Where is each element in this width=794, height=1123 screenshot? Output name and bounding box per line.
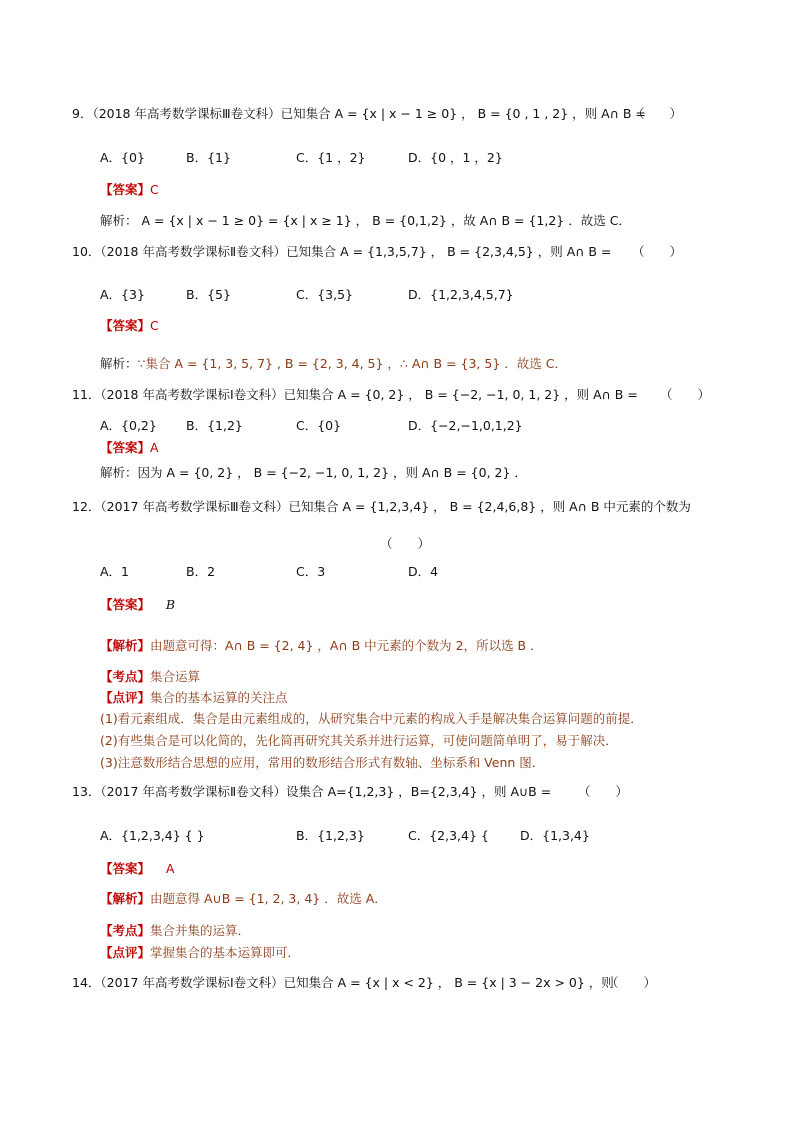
q9-option-c: C．{1 ，2} bbox=[296, 150, 366, 165]
answer-value: A bbox=[165, 861, 175, 876]
q12-option-a: A．1 bbox=[100, 564, 130, 579]
q14-stem: 14．（2017 年高考数学课标Ⅰ卷文科）已知集合 A = {x | x < 2} ， B = {x | 3 − 2x > 0} ，则 bbox=[72, 975, 614, 990]
q11-analysis: 解析：因为 A = {0, 2} ， B = {−2, −1, 0, 1, 2} ，则 A∩ B = {0, 2} ． bbox=[100, 465, 527, 480]
q13-paren: （ ） bbox=[578, 784, 629, 799]
q9-option-a: A．{0} bbox=[100, 150, 145, 165]
analysis-label: 【解析】 bbox=[100, 638, 151, 653]
q12-option-b: B．2 bbox=[186, 564, 216, 579]
dianping-body: 掌握集合的基本运算即可． bbox=[150, 945, 301, 960]
q11-option-b: B．{1,2} bbox=[186, 418, 243, 433]
q10-answer bbox=[100, 318, 159, 334]
dianping-label: 【点评】 bbox=[100, 690, 151, 705]
answer-value: C bbox=[150, 318, 159, 333]
q11-answer bbox=[100, 440, 159, 456]
dianping-body: 集合的基本运算的关注点 bbox=[150, 690, 288, 705]
answer-value: C bbox=[150, 182, 159, 197]
q11-option-c: C．{0} bbox=[296, 418, 342, 433]
q9-option-b: B．{1} bbox=[186, 150, 231, 165]
answer-label: 【答案】 bbox=[100, 861, 151, 876]
q10-option-a: A．{3} bbox=[100, 287, 145, 302]
q9-option-d: D．{0 ，1 ，2} bbox=[408, 150, 503, 165]
kaodian-label: 【考点】 bbox=[100, 923, 151, 938]
q10-option-c: C．{3,5} bbox=[296, 287, 354, 302]
kaodian-body: 集合并集的运算． bbox=[150, 923, 251, 938]
q10-stem: 10．（2018 年高考数学课标Ⅱ卷文科）已知集合 A = {1,3,5,7} ， B = {2,3,4,5} ，则 A∩ B = bbox=[72, 244, 612, 259]
q9-analysis: 解析： A = {x | x − 1 ≥ 0} = {x | x ≥ 1} ， B = {0,1,2} ，故 A∩ B = {1,2} ．故选 C． bbox=[100, 213, 631, 228]
q12-kaodian bbox=[100, 669, 200, 685]
q12-paren: （ ） bbox=[380, 536, 431, 551]
q13-kaodian bbox=[100, 923, 250, 939]
dianping-label: 【点评】 bbox=[100, 945, 151, 960]
analysis-body: 由题意可得：A∩ B = {2, 4} ，A∩ B 中元素的个数为 2，所以选 B ． bbox=[150, 638, 543, 653]
q13-answer bbox=[100, 861, 174, 877]
answer-label: 【答案】 bbox=[100, 318, 151, 333]
q13-dianping bbox=[100, 945, 300, 961]
q10-option-d: D．{1,2,3,4,5,7} bbox=[408, 287, 514, 302]
q11-option-d: D．{−2,−1,0,1,2} bbox=[408, 418, 523, 433]
q11-paren: （ ） bbox=[660, 387, 711, 402]
q10-paren: （ ） bbox=[632, 244, 683, 259]
q9-paren: （ ） bbox=[632, 106, 683, 121]
q10-analysis bbox=[100, 356, 567, 372]
q11-stem: 11．（2018 年高考数学课标Ⅰ卷文科）已知集合 A = {0, 2} ， B = {−2, −1, 0, 1, 2} ，则 A∩ B = bbox=[72, 387, 638, 402]
q13-option-c: C．{2,3,4} { bbox=[408, 828, 489, 843]
analysis-body: 由题意得 A∪B = {1, 2, 3, 4} ．故选 A． bbox=[150, 891, 387, 906]
q12-option-c: C．3 bbox=[296, 564, 326, 579]
q12-dianping bbox=[100, 690, 288, 706]
q12-stem: 12．（2017 年高考数学课标Ⅲ卷文科）已知集合 A = {1,2,3,4} ， B = {2,4,6,8} ，则 A∩ B 中元素的个数为 bbox=[72, 499, 691, 514]
q12-note-3: (3)注意数形结合思想的应用，常用的数形结合形式有数轴、坐标系和 Venn 图． bbox=[100, 755, 545, 770]
kaodian-label: 【考点】 bbox=[100, 669, 151, 684]
kaodian-body: 集合运算 bbox=[150, 669, 201, 684]
q13-option-b: B．{1,2,3} bbox=[296, 828, 365, 843]
q9-answer bbox=[100, 182, 159, 198]
answer-value: B bbox=[165, 597, 176, 612]
answer-label: 【答案】 bbox=[100, 597, 151, 612]
q13-stem: 13．（2017 年高考数学课标Ⅱ卷文科）设集合 A={1,2,3} ，B={2,3,4} ，则 A∪B = bbox=[72, 784, 552, 799]
q14-paren: （ ） bbox=[606, 975, 657, 990]
answer-label: 【答案】 bbox=[100, 440, 151, 455]
q12-option-d: D．4 bbox=[408, 564, 439, 579]
q12-answer bbox=[100, 597, 175, 613]
q12-note-2: (2)有些集合是可以化简的，先化简再研究其关系并进行运算，可使问题简单明了，易于解决． bbox=[100, 733, 618, 748]
q13-option-d: D．{1,3,4} bbox=[520, 828, 590, 843]
q10-option-b: B．{5} bbox=[186, 287, 231, 302]
q13-analysis bbox=[100, 891, 387, 907]
q9-stem: 9．（2018 年高考数学课标Ⅲ卷文科）已知集合 A = {x | x − 1 ≥ 0} ， B = {0 , 1 , 2} ，则 A∩ B = bbox=[72, 106, 646, 121]
q12-analysis bbox=[100, 638, 543, 654]
analysis-label: 【解析】 bbox=[100, 891, 151, 906]
q11-option-a: A．{0,2} bbox=[100, 418, 157, 433]
answer-label: 【答案】 bbox=[100, 182, 151, 197]
q13-option-a: A．{1,2,3,4} { } bbox=[100, 828, 205, 843]
answer-value: A bbox=[150, 440, 159, 455]
analysis-prefix: 解析： bbox=[100, 356, 138, 371]
analysis-body: ∵集合 A = {1, 3, 5, 7} , B = {2, 3, 4, 5} ，∴ A∩ B = {3, 5} ．故选 C． bbox=[137, 356, 567, 371]
q12-note-1: (1)看元素组成．集合是由元素组成的，从研究集合中元素的构成入手是解决集合运算问题的前提． bbox=[100, 711, 643, 726]
